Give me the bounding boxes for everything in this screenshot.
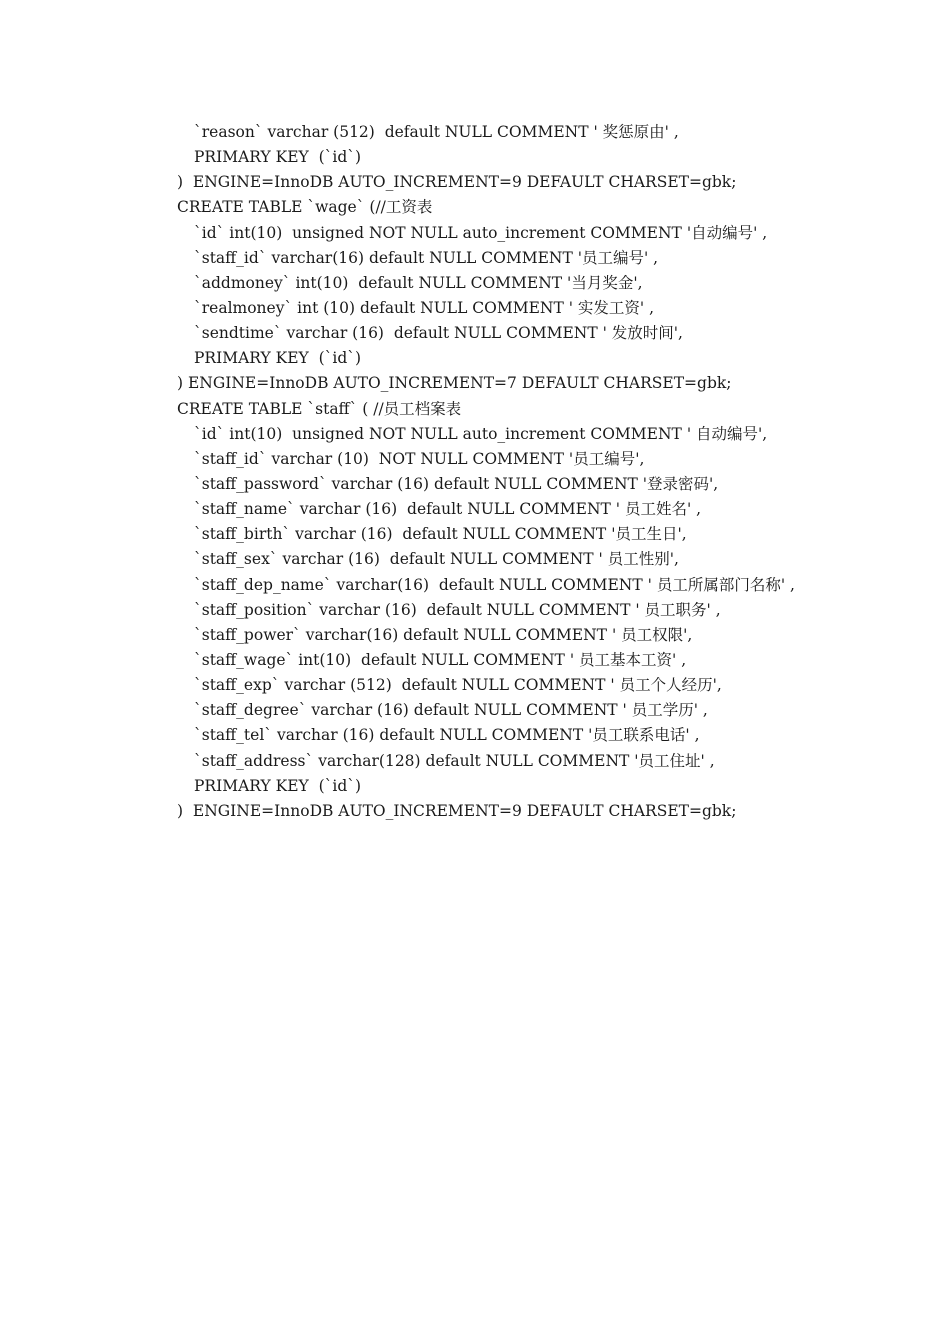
sql-code-line: `staff_id` varchar(16) default NULL COMMENT '员工编号' , (194, 248, 659, 267)
sql-code-line: `staff_tel` varchar (16) default NULL COMMENT '员工联系电话' , (194, 726, 700, 745)
sql-code-line: `staff_birth` varchar (16) default NULL COMMENT '员工生日', (194, 525, 687, 544)
sql-code-line: `id` int(10) unsigned NOT NULL auto_increment COMMENT ' 自动编号', (194, 424, 768, 443)
sql-code-line: PRIMARY KEY (`id`) (194, 349, 362, 368)
sql-code-line: `addmoney` int(10) default NULL COMMENT '当月奖金', (194, 273, 643, 292)
sql-code-line: CREATE TABLE `staff` ( //员工档案表 (177, 399, 462, 418)
sql-code-line: `id` int(10) unsigned NOT NULL auto_increment COMMENT '自动编号' , (194, 223, 768, 242)
sql-code-line: `staff_password` varchar (16) default NULL COMMENT '登录密码', (194, 474, 719, 493)
sql-code-line: `staff_name` varchar (16) default NULL COMMENT ' 员工姓名' , (194, 500, 702, 519)
sql-code-line: `reason` varchar (512) default NULL COMMENT ' 奖惩原由' , (194, 123, 679, 141)
sql-code-line: ) ENGINE=InnoDB AUTO_INCREMENT=9 DEFAULT CHARSET=gbk; (177, 801, 737, 820)
sql-code-line: `sendtime` varchar (16) default NULL COMMENT ' 发放时间', (194, 324, 683, 343)
sql-code-line: `staff_sex` varchar (16) default NULL COMMENT ' 员工性别', (194, 550, 679, 569)
sql-code-line: `staff_power` varchar(16) default NULL COMMENT ' 员工权限', (194, 625, 693, 644)
sql-code-line: `staff_id` varchar (10) NOT NULL COMMENT '员工编号', (194, 449, 645, 468)
sql-code-line: CREATE TABLE `wage` (//工资表 (177, 198, 433, 217)
sql-code-line: `staff_wage` int(10) default NULL COMMENT ' 员工基本工资' , (194, 650, 687, 669)
sql-code-line: `staff_exp` varchar (512) default NULL COMMENT ' 员工个人经历', (194, 676, 722, 695)
sql-code-line: PRIMARY KEY (`id`) (194, 148, 362, 167)
sql-code-line: `staff_dep_name` varchar(16) default NULL COMMENT ' 员工所属部门名称' , (194, 575, 795, 594)
sql-code-block (177, 120, 877, 824)
sql-code-line: `staff_address` varchar(128) default NULL COMMENT '员工住址' , (194, 751, 715, 770)
sql-code-line: `staff_degree` varchar (16) default NULL COMMENT ' 员工学历' , (194, 701, 708, 720)
sql-code-line: ) ENGINE=InnoDB AUTO_INCREMENT=7 DEFAULT CHARSET=gbk; (177, 374, 732, 393)
sql-code-line: ) ENGINE=InnoDB AUTO_INCREMENT=9 DEFAULT CHARSET=gbk; (177, 173, 737, 192)
sql-code-line: `realmoney` int (10) default NULL COMMENT ' 实发工资' , (194, 298, 655, 317)
sql-code-line: PRIMARY KEY (`id`) (194, 776, 362, 795)
sql-code-line: `staff_position` varchar (16) default NULL COMMENT ' 员工职务' , (194, 600, 721, 619)
